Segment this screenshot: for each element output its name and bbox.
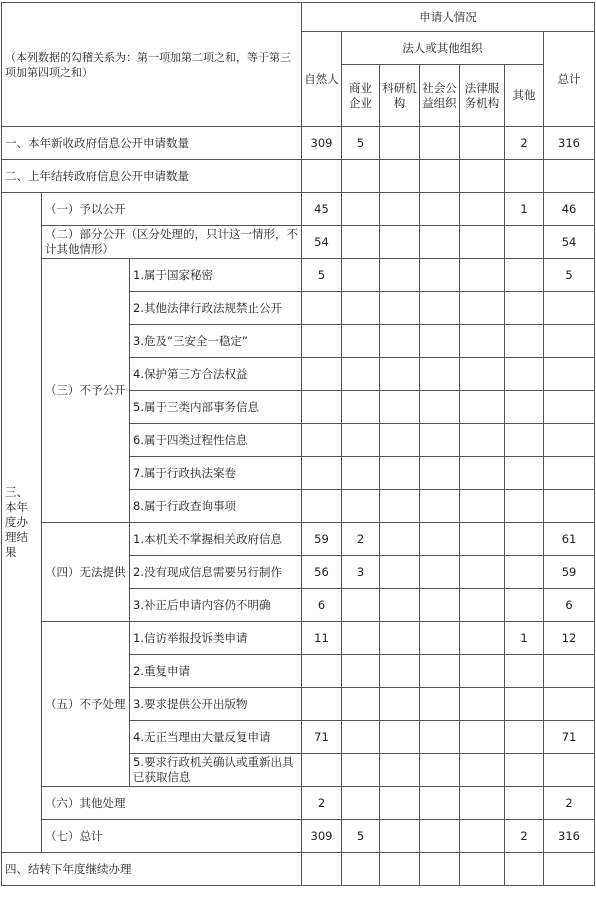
cell-value: 61	[544, 523, 595, 556]
cell-value	[342, 853, 380, 886]
cell-value	[505, 490, 544, 523]
cell-value: 2	[342, 523, 380, 556]
cell-value: 309	[302, 820, 342, 853]
cell-value	[342, 787, 380, 820]
cell-value	[420, 457, 460, 490]
cell-value	[380, 820, 420, 853]
cell-value	[380, 358, 420, 391]
cell-value	[420, 193, 460, 226]
cell-value	[544, 490, 595, 523]
cell-value: 3	[342, 556, 380, 589]
row-label: 3.补正后申请内容仍不明确	[130, 589, 302, 622]
group-label: （四）无法提供	[42, 523, 130, 622]
cell-value: 5	[544, 259, 595, 292]
cell-value	[505, 160, 544, 193]
cell-value	[302, 391, 342, 424]
row-label: 2.其他法律行政法规禁止公开	[130, 292, 302, 325]
cell-value	[460, 490, 505, 523]
cell-value	[380, 193, 420, 226]
cell-value	[380, 259, 420, 292]
cell-value	[460, 853, 505, 886]
group-label: （五）不予处理	[42, 622, 130, 787]
cell-value	[302, 358, 342, 391]
cell-value: 59	[302, 523, 342, 556]
cell-value	[380, 853, 420, 886]
row-label: 四、结转下年度继续办理	[2, 853, 302, 886]
cell-value: 2	[544, 787, 595, 820]
row-label: 二、上年结转政府信息公开申请数量	[2, 160, 302, 193]
cell-value: 54	[302, 226, 342, 259]
cell-value	[420, 556, 460, 589]
cell-value	[460, 820, 505, 853]
cell-value: 2	[505, 820, 544, 853]
row-label: 2.重复申请	[130, 655, 302, 688]
cell-value	[302, 688, 342, 721]
cell-value: 46	[544, 193, 595, 226]
header-legal-service: 法律服务机构	[460, 65, 505, 127]
cell-value	[342, 358, 380, 391]
disclosure-stats-table	[1, 2, 595, 886]
row-label: 4.无正当理由大量反复申请	[130, 721, 302, 754]
cell-value	[342, 589, 380, 622]
cell-value	[302, 325, 342, 358]
cell-value	[420, 523, 460, 556]
row-label: 1.本机关不掌握相关政府信息	[130, 523, 302, 556]
cell-value	[460, 721, 505, 754]
row-label: 2.没有现成信息需要另行制作	[130, 556, 302, 589]
cell-value	[342, 721, 380, 754]
cell-value	[342, 391, 380, 424]
cell-value	[420, 655, 460, 688]
header-social: 社会公益组织	[420, 65, 460, 127]
cell-value	[505, 556, 544, 589]
cell-value	[420, 226, 460, 259]
cell-value: 45	[302, 193, 342, 226]
cell-value	[420, 820, 460, 853]
cell-value	[302, 292, 342, 325]
cell-value: 1	[505, 193, 544, 226]
cell-value	[460, 589, 505, 622]
cell-value	[302, 754, 342, 787]
cell-value	[420, 589, 460, 622]
cell-value	[544, 457, 595, 490]
cell-value	[302, 853, 342, 886]
cell-value	[544, 358, 595, 391]
cell-value	[544, 292, 595, 325]
cell-value	[460, 688, 505, 721]
header-legal-group: 法人或其他组织	[342, 32, 544, 65]
cell-value	[460, 193, 505, 226]
row-label: （七）总计	[42, 820, 302, 853]
cell-value	[505, 688, 544, 721]
cell-value	[380, 721, 420, 754]
cell-value	[342, 226, 380, 259]
cell-value	[505, 457, 544, 490]
cell-value	[505, 655, 544, 688]
cell-value	[460, 556, 505, 589]
cell-value	[460, 622, 505, 655]
cell-value	[420, 490, 460, 523]
cell-value	[380, 457, 420, 490]
cell-value: 11	[302, 622, 342, 655]
cell-value	[420, 622, 460, 655]
cell-value	[505, 292, 544, 325]
cell-value: 2	[302, 787, 342, 820]
cell-value	[380, 325, 420, 358]
cell-value	[505, 589, 544, 622]
cell-value	[380, 622, 420, 655]
cell-value	[342, 655, 380, 688]
cell-value	[544, 853, 595, 886]
cell-value	[460, 259, 505, 292]
row-label: 5.属于三类内部事务信息	[130, 391, 302, 424]
cell-value	[420, 127, 460, 160]
row-label: （六）其他处理	[42, 787, 302, 820]
cell-value	[460, 424, 505, 457]
row-label: （二）部分公开（区分处理的，只计这一情形，不计其他情形）	[42, 226, 302, 259]
table-row	[2, 523, 595, 556]
cell-value	[380, 160, 420, 193]
cell-value	[342, 457, 380, 490]
cell-value	[505, 754, 544, 787]
cell-value: 309	[302, 127, 342, 160]
cell-value	[544, 424, 595, 457]
row-label: 3.危及“三安全一稳定”	[130, 325, 302, 358]
header-total: 总计	[544, 32, 595, 127]
cell-value	[302, 160, 342, 193]
cell-value	[380, 556, 420, 589]
cell-value	[460, 160, 505, 193]
row-label: 8.属于行政查询事项	[130, 490, 302, 523]
cell-value	[460, 226, 505, 259]
cell-value	[420, 688, 460, 721]
row-label: 3.要求提供公开出版物	[130, 688, 302, 721]
cell-value: 56	[302, 556, 342, 589]
table-row	[2, 622, 595, 655]
cell-value	[505, 226, 544, 259]
cell-value	[380, 754, 420, 787]
cell-value: 6	[544, 589, 595, 622]
cell-value	[505, 358, 544, 391]
cell-value	[420, 325, 460, 358]
cell-value	[544, 655, 595, 688]
cell-value	[420, 754, 460, 787]
cell-value	[505, 325, 544, 358]
cell-value: 71	[302, 721, 342, 754]
row-label: 1.信访举报投诉类申请	[130, 622, 302, 655]
cell-value	[380, 391, 420, 424]
cell-value	[380, 292, 420, 325]
cell-value	[380, 589, 420, 622]
cell-value: 316	[544, 127, 595, 160]
cell-value	[342, 490, 380, 523]
cell-value	[380, 688, 420, 721]
cell-value	[380, 523, 420, 556]
table-row	[2, 160, 595, 193]
cell-value	[544, 160, 595, 193]
row-label: 1.属于国家秘密	[130, 259, 302, 292]
cell-value	[460, 754, 505, 787]
row-label: （一）予以公开	[42, 193, 302, 226]
header-research: 科研机构	[380, 65, 420, 127]
cell-value	[544, 325, 595, 358]
cell-value: 12	[544, 622, 595, 655]
row-label: 5.要求行政机关确认或重新出具已获取信息	[130, 754, 302, 787]
cell-value	[342, 754, 380, 787]
cell-value	[505, 721, 544, 754]
cell-value	[342, 325, 380, 358]
cell-value	[302, 457, 342, 490]
cell-value: 71	[544, 721, 595, 754]
cell-value	[380, 787, 420, 820]
cell-value	[380, 424, 420, 457]
cell-value	[460, 127, 505, 160]
header-applicant-status: 申请人情况	[302, 3, 595, 32]
cell-value	[460, 325, 505, 358]
row-label: 4.保护第三方合法权益	[130, 358, 302, 391]
cell-value	[420, 853, 460, 886]
cell-value	[342, 259, 380, 292]
cell-value	[342, 292, 380, 325]
cell-value	[505, 787, 544, 820]
cell-value	[420, 424, 460, 457]
cell-value	[460, 787, 505, 820]
table-row	[2, 127, 595, 160]
cell-value: 5	[342, 820, 380, 853]
table-row	[2, 193, 595, 226]
cell-value	[420, 292, 460, 325]
header-natural-person: 自然人	[302, 32, 342, 127]
table-row	[2, 259, 595, 292]
cell-value: 6	[302, 589, 342, 622]
cell-value	[505, 853, 544, 886]
table-row	[2, 853, 595, 886]
cell-value	[544, 688, 595, 721]
cell-value: 1	[505, 622, 544, 655]
cell-value	[460, 523, 505, 556]
cell-value	[420, 391, 460, 424]
cell-value	[420, 160, 460, 193]
cell-value	[505, 259, 544, 292]
cell-value	[380, 655, 420, 688]
cell-value	[544, 391, 595, 424]
cell-value	[302, 655, 342, 688]
cell-value	[460, 391, 505, 424]
cell-value	[342, 688, 380, 721]
table-row	[2, 787, 595, 820]
cell-value	[302, 424, 342, 457]
row-label: 7.属于行政执法案卷	[130, 457, 302, 490]
row-label: 6.属于四类过程性信息	[130, 424, 302, 457]
cell-value	[420, 259, 460, 292]
cell-value: 316	[544, 820, 595, 853]
cell-value: 5	[342, 127, 380, 160]
header-note: （本列数据的勾稽关系为：第一项加第二项之和，等于第三项加第四项之和）	[2, 3, 302, 127]
cell-value	[420, 787, 460, 820]
cell-value	[460, 292, 505, 325]
cell-value	[380, 490, 420, 523]
header-commercial: 商业企业	[342, 65, 380, 127]
cell-value	[460, 457, 505, 490]
cell-value	[342, 193, 380, 226]
cell-value	[302, 490, 342, 523]
cell-value	[342, 622, 380, 655]
cell-value: 2	[505, 127, 544, 160]
cell-value	[380, 127, 420, 160]
cell-value	[460, 358, 505, 391]
cell-value	[505, 424, 544, 457]
cell-value	[420, 358, 460, 391]
section-label: 三、本年度办理结果	[2, 193, 42, 853]
table-row	[2, 820, 595, 853]
header-other: 其他	[505, 65, 544, 127]
group-label: （三）不予公开	[42, 259, 130, 523]
table-row	[2, 226, 595, 259]
cell-value: 59	[544, 556, 595, 589]
cell-value	[342, 424, 380, 457]
cell-value	[505, 391, 544, 424]
cell-value: 5	[302, 259, 342, 292]
cell-value	[342, 160, 380, 193]
cell-value	[544, 754, 595, 787]
cell-value	[505, 523, 544, 556]
cell-value	[460, 655, 505, 688]
cell-value	[380, 226, 420, 259]
cell-value: 54	[544, 226, 595, 259]
row-label: 一、本年新收政府信息公开申请数量	[2, 127, 302, 160]
cell-value	[420, 721, 460, 754]
